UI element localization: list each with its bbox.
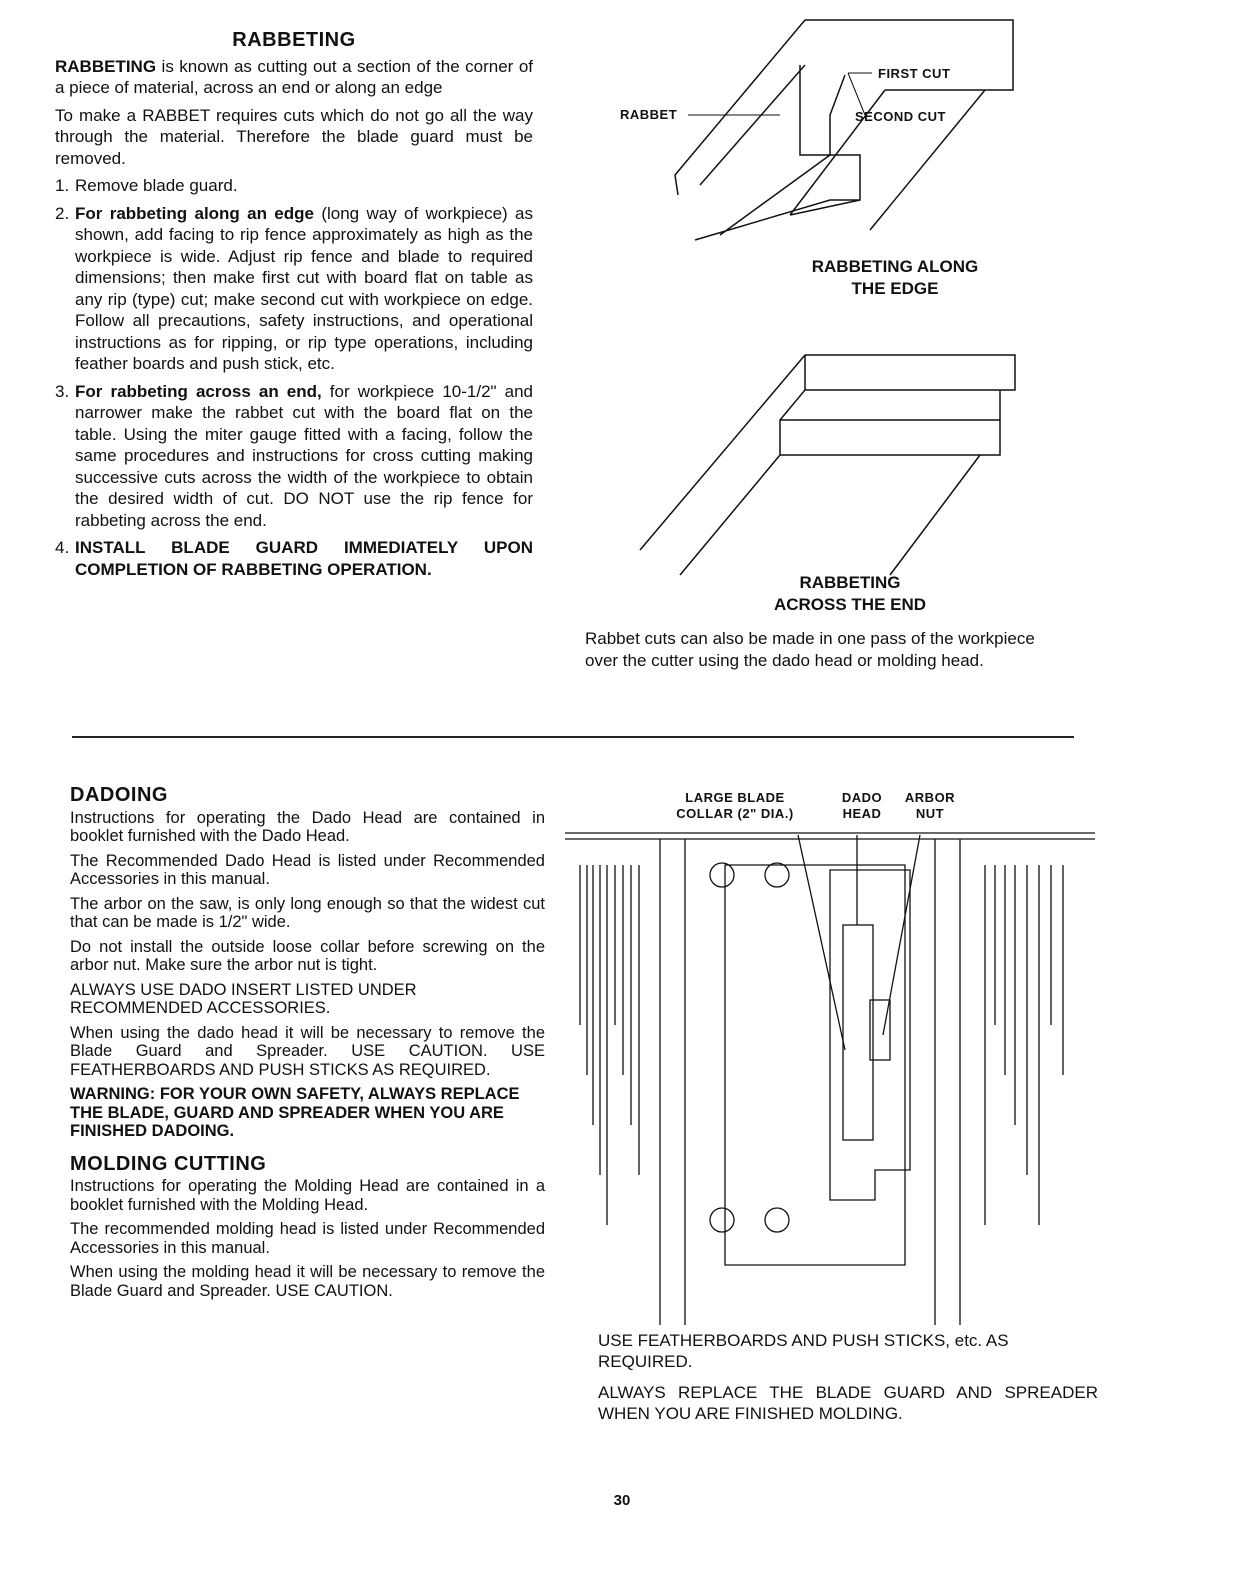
first-cut-label: FIRST CUT xyxy=(878,66,951,81)
rabbeting-section xyxy=(55,30,533,586)
molding-para: The recommended molding head is listed under Recommended Accessories in this manual. xyxy=(70,1220,545,1257)
step-3 xyxy=(55,381,533,532)
fig1-caption xyxy=(780,256,1010,300)
molding-right-notes xyxy=(598,1330,1098,1430)
dadoing-title: DADOING xyxy=(70,784,168,806)
fig2-caption-line1: RABBETING xyxy=(799,573,901,592)
arbor-label-line2: NUT xyxy=(915,806,945,821)
rabbeting-along-edge-diagram xyxy=(600,15,1020,295)
collar-label-line2: COLLAR (2" DIA.) xyxy=(676,806,794,821)
step-body: (long way of workpiece) as shown, add facing to rip fence approximately as high as the workpiece is wide. Adjust rip fence and blade to required dimensions; then make first cut with board flat on table as any rip (type) cut; make second cut with workpiece on edge. Follow all precautions, safety instructions, and operational instructions as for ripping, or rip type operations, including feather boards and push stick, etc. xyxy=(75,203,533,373)
step-num: 3. xyxy=(55,381,70,401)
intro-bold: RABBETING xyxy=(55,56,157,76)
fig1-caption-line1: RABBETING ALONG xyxy=(811,257,979,276)
step-4 xyxy=(55,537,533,580)
rabbet-label: RABBET xyxy=(620,107,678,122)
rabbeting-across-end-diagram xyxy=(620,345,1040,585)
molding-title: MOLDING CUTTING xyxy=(70,1152,267,1175)
page-number: 30 xyxy=(613,1492,631,1509)
step-num: 1. xyxy=(55,176,70,195)
step-text: Remove blade guard. xyxy=(75,176,238,195)
step-num: 2. xyxy=(55,203,70,223)
step-num: 4. xyxy=(55,538,70,557)
rabbet-note xyxy=(585,628,1060,677)
molding-para: Instructions for operating the Molding Head are contained in a booklet furnished with the Molding Head. xyxy=(70,1177,545,1214)
dadoing-section xyxy=(70,786,545,1306)
rabbeting-intro xyxy=(55,56,533,99)
step-bold: INSTALL BLADE GUARD IMMEDIATELY UPON COMPLETION OF RABBETING OPERATION. xyxy=(75,538,533,579)
dado-head-label xyxy=(832,790,892,822)
arbor-label-line1: ARBOR xyxy=(904,790,956,805)
fig1-caption-line2: THE EDGE xyxy=(851,279,939,298)
intro-text: is known as cutting out a section of the corner of a piece of material, across an end or along an edge xyxy=(55,56,533,97)
fig2-caption-line2: ACROSS THE END xyxy=(773,595,927,614)
step-text xyxy=(75,203,533,375)
collar-label-line1: LARGE BLADE xyxy=(685,790,785,805)
rabbeting-title: RABBETING xyxy=(232,29,356,51)
dadoing-para: ALWAYS USE DADO INSERT LISTED UNDER RECOMMENDED ACCESSORIES. xyxy=(70,980,417,1017)
step-bold: For rabbeting along an edge xyxy=(75,203,314,223)
section-divider xyxy=(72,736,1074,738)
collar-label xyxy=(665,790,805,822)
step-text xyxy=(75,537,533,580)
dadoing-para: Instructions for operating the Dado Head are contained in booklet furnished with the Dado Head. xyxy=(70,808,545,845)
molding-para: When using the molding head it will be necessary to remove the Blade Guard and Spreader. USE CAUTION. xyxy=(70,1263,545,1300)
rabbet-note-text: Rabbet cuts can also be made in one pass of the workpiece over the cutter using the dado head or molding head. xyxy=(585,629,1035,670)
fig2-caption xyxy=(735,572,965,616)
dado-label-line1: DADO xyxy=(841,790,883,805)
featherboards-note: USE FEATHERBOARDS AND PUSH STICKS, etc. AS REQUIRED. xyxy=(598,1331,1009,1371)
dadoing-para: When using the dado head it will be necessary to remove the Blade Guard and Spreader. USE CAUTION. USE FEATHERBOARDS AND PUSH STICKS AS REQUIRED. xyxy=(70,1023,545,1079)
dadoing-para: The Recommended Dado Head is listed under Recommended Accessories in this manual. xyxy=(70,851,545,888)
rabbeting-p2: To make a RABBET requires cuts which do not go all the way through the material. Therefore the blade guard must be removed. xyxy=(55,105,533,168)
second-cut-label: SECOND CUT xyxy=(855,109,946,124)
step-1 xyxy=(55,175,533,197)
arbor-nut-label xyxy=(895,790,965,822)
step-bold: For rabbeting across an end, xyxy=(75,381,322,401)
dadoing-para: Do not install the outside loose collar before screwing on the arbor nut. Make sure the arbor nut is tight. xyxy=(70,937,545,974)
dadoing-warning: WARNING: FOR YOUR OWN SAFETY, ALWAYS REPLACE THE BLADE, GUARD AND SPREADER WHEN YOU ARE FINISHED DADOING. xyxy=(70,1085,520,1140)
dadoing-para: The arbor on the saw, is only long enough so that the widest cut that can be made is 1/2" wide. xyxy=(70,894,545,931)
step-text xyxy=(75,381,533,532)
step-body: for workpiece 10-1/2" and narrower make the rabbet cut with the board flat on the table. Using the miter gauge fitted with a facing, follow the same procedures and instructions for cross cutting making successive cuts across the width of the workpiece to obtain the desired width of cut. DO NOT use the rip fence for rabbeting across the end. xyxy=(75,381,533,530)
step-2 xyxy=(55,203,533,375)
replace-guard-note: ALWAYS REPLACE THE BLADE GUARD AND SPREADER WHEN YOU ARE FINISHED MOLDING. xyxy=(598,1383,1098,1423)
dado-head-diagram xyxy=(565,825,1105,1325)
dado-label-line2: HEAD xyxy=(842,806,882,821)
